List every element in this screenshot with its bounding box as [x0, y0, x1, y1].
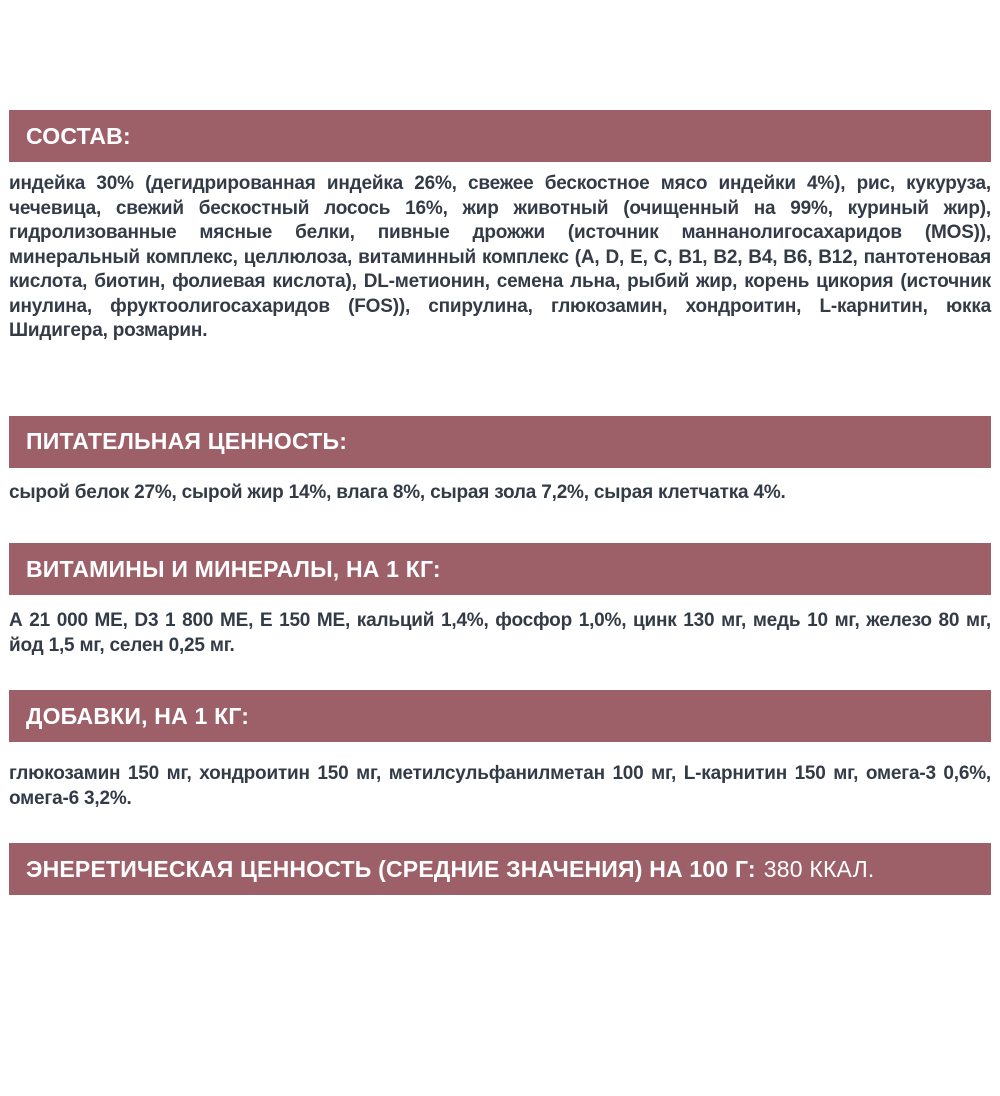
section-header-composition: СОСТАВ:	[9, 110, 991, 162]
energy-value: 380 ККАЛ.	[763, 855, 875, 882]
energy-bar	[9, 843, 991, 895]
vitamins-minerals-text: А 21 000 МЕ, D3 1 800 МЕ, Е 150 МЕ, кальций 1,4%, фосфор 1,0%, цинк 130 мг, медь 10 мг, железо 80 мг, йод 1,5 мг, селен 0,25 мг.	[9, 610, 991, 656]
product-info-panel	[0, 110, 1000, 1096]
energy-label: ЭНЕРЕТИЧЕСКАЯ ЦЕННОСТЬ (СРЕДНИЕ ЗНАЧЕНИЯ) НА 100 Г:	[26, 855, 756, 882]
nutrition-text: сырой белок 27%, сырой жир 14%, влага 8%, сырая зола 7,2%, сырая клетчатка 4%.	[9, 481, 786, 503]
section-header-vitamins-minerals: ВИТАМИНЫ И МИНЕРАЛЫ, НА 1 КГ:	[9, 543, 991, 595]
additives-text: глюкозамин 150 мг, хондроитин 150 мг, метилсульфанилметан 100 мг, L-карнитин 150 мг, омега-3 0,6%, омега-6 3,2%.	[9, 763, 991, 809]
composition-text: индейка 30% (дегидрированная индейка 26%, свежее бескостное мясо индейки 4%), рис, кукуруза, чечевица, свежий бескостный лосось 16%, жир животный (очищенный на 99%, куриный жир), гидролизованные мясные белки, пивные дрожжи (источник маннанолигосахаридов (MOS)), минеральный комплекс, целлюлоза, витаминный комплекс (А, D, Е, С, В1, В2, В4, В6, В12, пантотеновая кислота, биотин, фолиевая кислота), DL-метионин, семена льна, рыбий жир, корень цикория (источник инулина, фруктоолигосахаридов (FOS)), спирулина, глюкозамин, хондроитин, L-карнитин, юкка Шидигера, розмарин.	[9, 173, 991, 341]
section-header-additives: ДОБАВКИ, НА 1 КГ:	[9, 690, 991, 742]
section-header-nutrition: ПИТАТЕЛЬНАЯ ЦЕННОСТЬ:	[9, 416, 991, 468]
